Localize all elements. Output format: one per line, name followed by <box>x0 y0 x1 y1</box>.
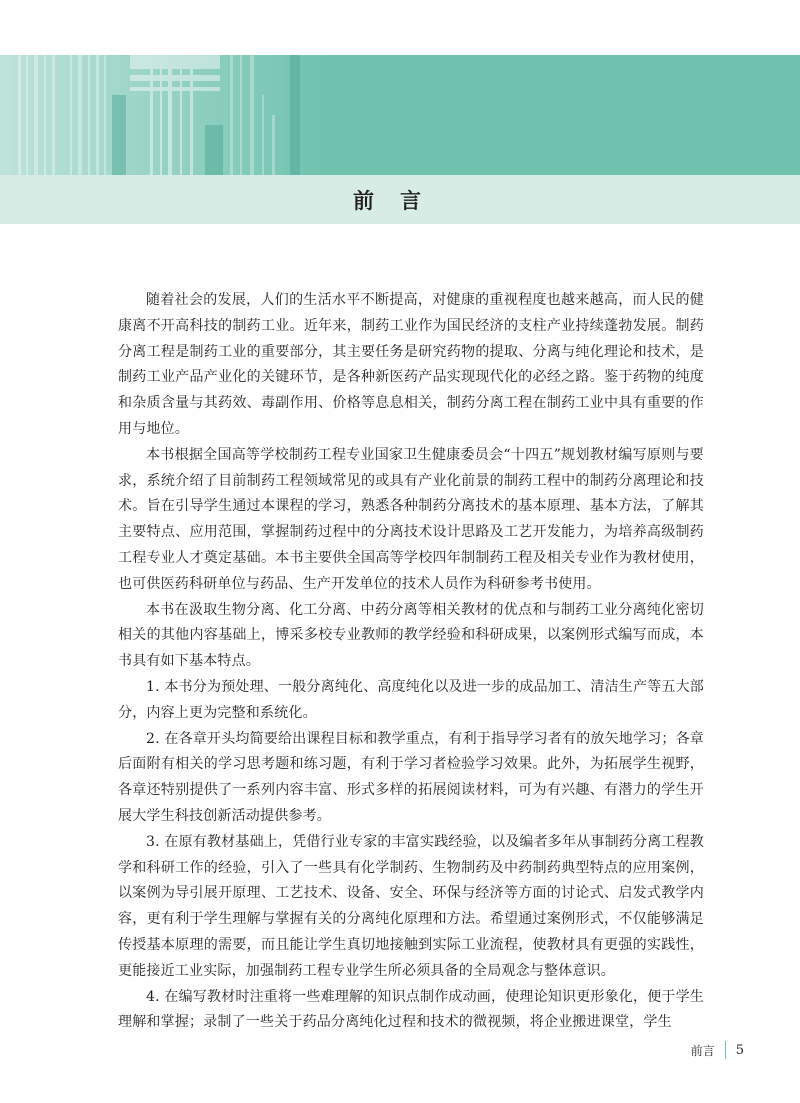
page-footer <box>640 1040 744 1060</box>
page-title: 前言 <box>353 188 447 213</box>
title-band <box>0 175 800 224</box>
page-number: 5 <box>735 1042 744 1058</box>
footer-section-label: 前言 <box>690 1043 715 1058</box>
footer-divider <box>725 1041 726 1059</box>
banner-decoration <box>0 55 800 175</box>
paragraph-item-3: 3. 在原有教材基础上，凭借行业专家的丰富实践经验，以及编者多年从事制药分离工程教学和科研工作的经验，引入了一些具有化学制药、生物制药及中药制药典型特点的应用案例，以案例为导引展开原理、工艺技术、设备、安全、环保与经济等方面的讨论式、启发式教学内容，更有利于学生理解与掌握有关的分离纯化原理和方法。希望通过案例形式，不仅能够满足传授基本原理的需要，而且能让学生真切地接触到实际工业流程，使教材具有更强的实践性，更能接近工业实际，加强制药工程专业学生所必须具备的全局观念与整体意识。 <box>118 833 705 979</box>
header-banner <box>0 55 800 175</box>
paragraph-1: 随着社会的发展，人们的生活水平不断提高，对健康的重视程度也越来越高，而人民的健康离不开高科技的制药工业。近年来，制药工业作为国民经济的支柱产业持续蓬勃发展。制药分离工程是制药工业的重要部分，其主要任务是研究药物的提取、分离与纯化理论和技术，是制药工业产品产业化的关键环节，是各种新医药产品实现现代化的必经之路。鉴于药物的纯度和杂质含量与其药效、毒副作用、价格等息息相关，制药分离工程在制药工业中具有重要的作用与地位。 <box>118 292 704 437</box>
paragraph-3: 本书在汲取生物分离、化工分离、中药分离等相关教材的优点和与制药工业分离纯化密切相关的其他内容基础上，博采多校专业教师的教学经验和科研成果，以案例形式编写而成，本书具有如下基本特点。 <box>118 601 704 670</box>
paragraph-item-1: 1. 本书分为预处理、一般分离纯化、高度纯化以及进一步的成品加工、清洁生产等五大部分，内容上更为完整和系统化。 <box>118 678 705 721</box>
paragraph-item-2: 2. 在各章开头均简要给出课程目标和教学重点，有利于指导学习者有的放矢地学习；各章后面附有相关的学习思考题和练习题，有利于学习者检验学习效果。此外，为拓展学生视野，各章还特别提供了一系列内容丰富、形式多样的拓展阅读材料，可为有兴趣、有潜力的学生开展大学生科技创新活动提供参考。 <box>118 730 705 824</box>
body-text <box>118 288 704 1036</box>
paragraph-item-4: 4. 在编写教材时注重将一些难理解的知识点制作成动画，使理论知识更形象化，便于学生理解和掌握；录制了一些关于药品分离纯化过程和技术的微视频，将企业搬进课堂，学生 <box>118 988 705 1031</box>
paragraph-2: 本书根据全国高等学校制药工程专业国家卫生健康委员会“十四五”规划教材编写原则与要求，系统介绍了目前制药工程领域常见的或具有产业化前景的制药工程中的制药分离理论和技术。旨在引导学生通过本课程的学习，熟悉各种制药分离技术的基本原理、基本方法，了解其主要特点、应用范围，掌握制药过程中的分离技术设计思路及工艺开发能力，为培养高级制药工程专业人才奠定基础。本书主要供全国高等学校四年制制药工程及相关专业作为教材使用，也可供医药科研单位与药品、生产开发单位的技术人员作为科研参考书使用。 <box>118 446 704 592</box>
